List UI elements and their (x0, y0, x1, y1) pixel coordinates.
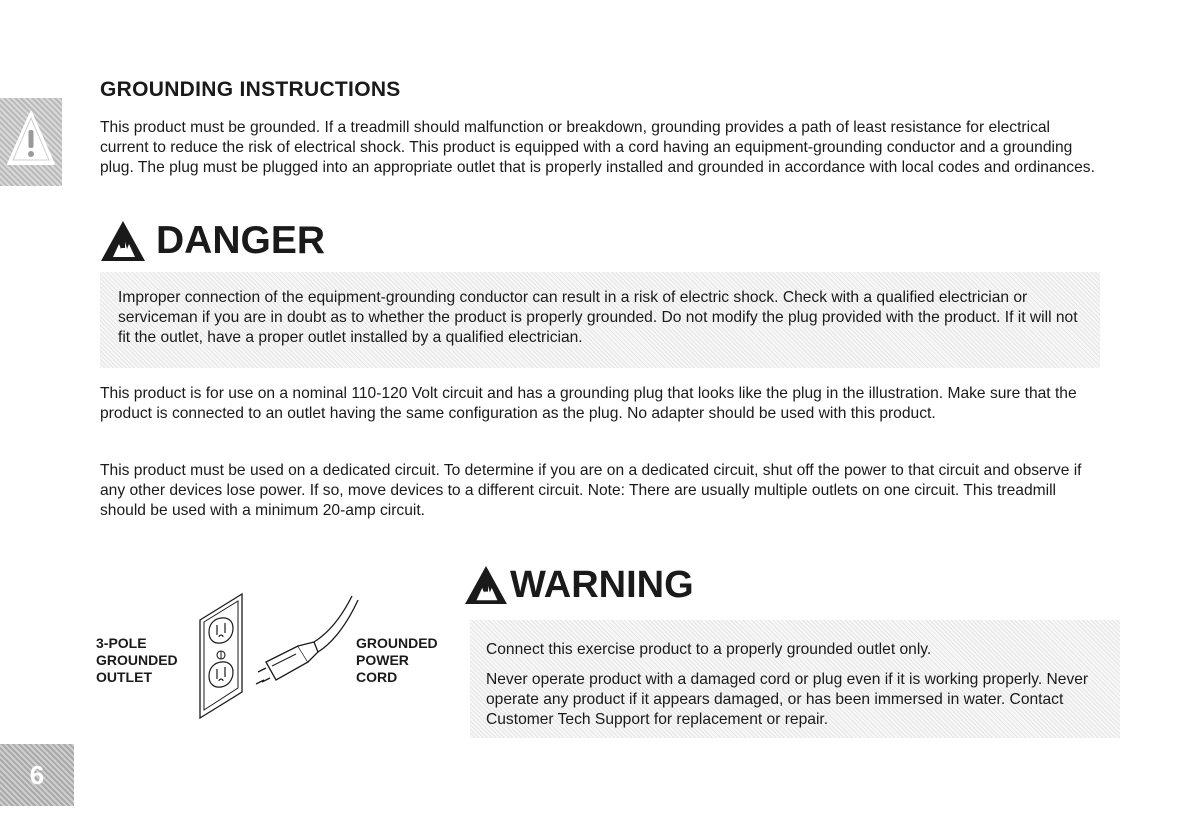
page-title: GROUNDING INSTRUCTIONS (100, 78, 401, 101)
danger-label: DANGER (156, 219, 326, 262)
voltage-paragraph: This product is for use on a nominal 110-120 Volt circuit and has a grounding plug that looks like the plug in the illustration. Make sure that the product is connected to an outlet having the same configuration as the plug. No adapter should be used with this product. (100, 385, 1077, 422)
warning-heading (464, 562, 694, 608)
warning-line-2: Never operate product with a damaged cord or plug even if it is working properly. Never operate any product if it appears damaged, or has been immersed in water. Contact Customer Tech Support for replacement or repair. (486, 671, 1089, 728)
hazard-triangle-icon (464, 565, 508, 605)
outlet-plug-illustration (190, 592, 360, 726)
outlet-label: 3-POLE GROUNDED OUTLET (96, 635, 178, 685)
cord-label: GROUNDED POWER CORD (356, 635, 438, 685)
grounding-intro-paragraph: This product must be grounded. If a treadmill should malfunction or breakdown, grounding provides a path of least resistance for electrical current to reduce the risk of electrical shock. This product is equipped with a cord having an equipment-grounding conductor and a grounding plug. The plug must be plugged into an appropriate outlet that is properly installed and grounded in accordance with local codes and ordinances. (100, 119, 1095, 176)
danger-callout: Improper connection of the equipment-grounding conductor can result in a risk of electric shock. Check with a qualified electrician or serviceman if you are in doubt as to whether the product is properly grounded. Do not modify the plug provided with the product. If it will not fit the outlet, have a proper outlet installed by a qualified electrician. (100, 272, 1100, 368)
page-number: 6 (0, 744, 74, 806)
hazard-triangle-icon (100, 220, 146, 262)
warning-triangle-icon (6, 110, 56, 168)
dedicated-circuit-paragraph: This product must be used on a dedicated circuit. To determine if you are on a dedicated circuit, shut off the power to that circuit and observe if any other devices lose power. If so, move devices to a different circuit. Note: There are usually multiple outlets on one circuit. This treadmill should be used with a minimum 20-amp circuit. (100, 462, 1082, 519)
warning-label: WARNING (510, 563, 694, 606)
warning-callout (470, 620, 1120, 738)
warning-line-1: Connect this exercise product to a properly grounded outlet only. (486, 641, 932, 658)
side-warning-tab (0, 98, 62, 186)
danger-heading (100, 218, 325, 264)
